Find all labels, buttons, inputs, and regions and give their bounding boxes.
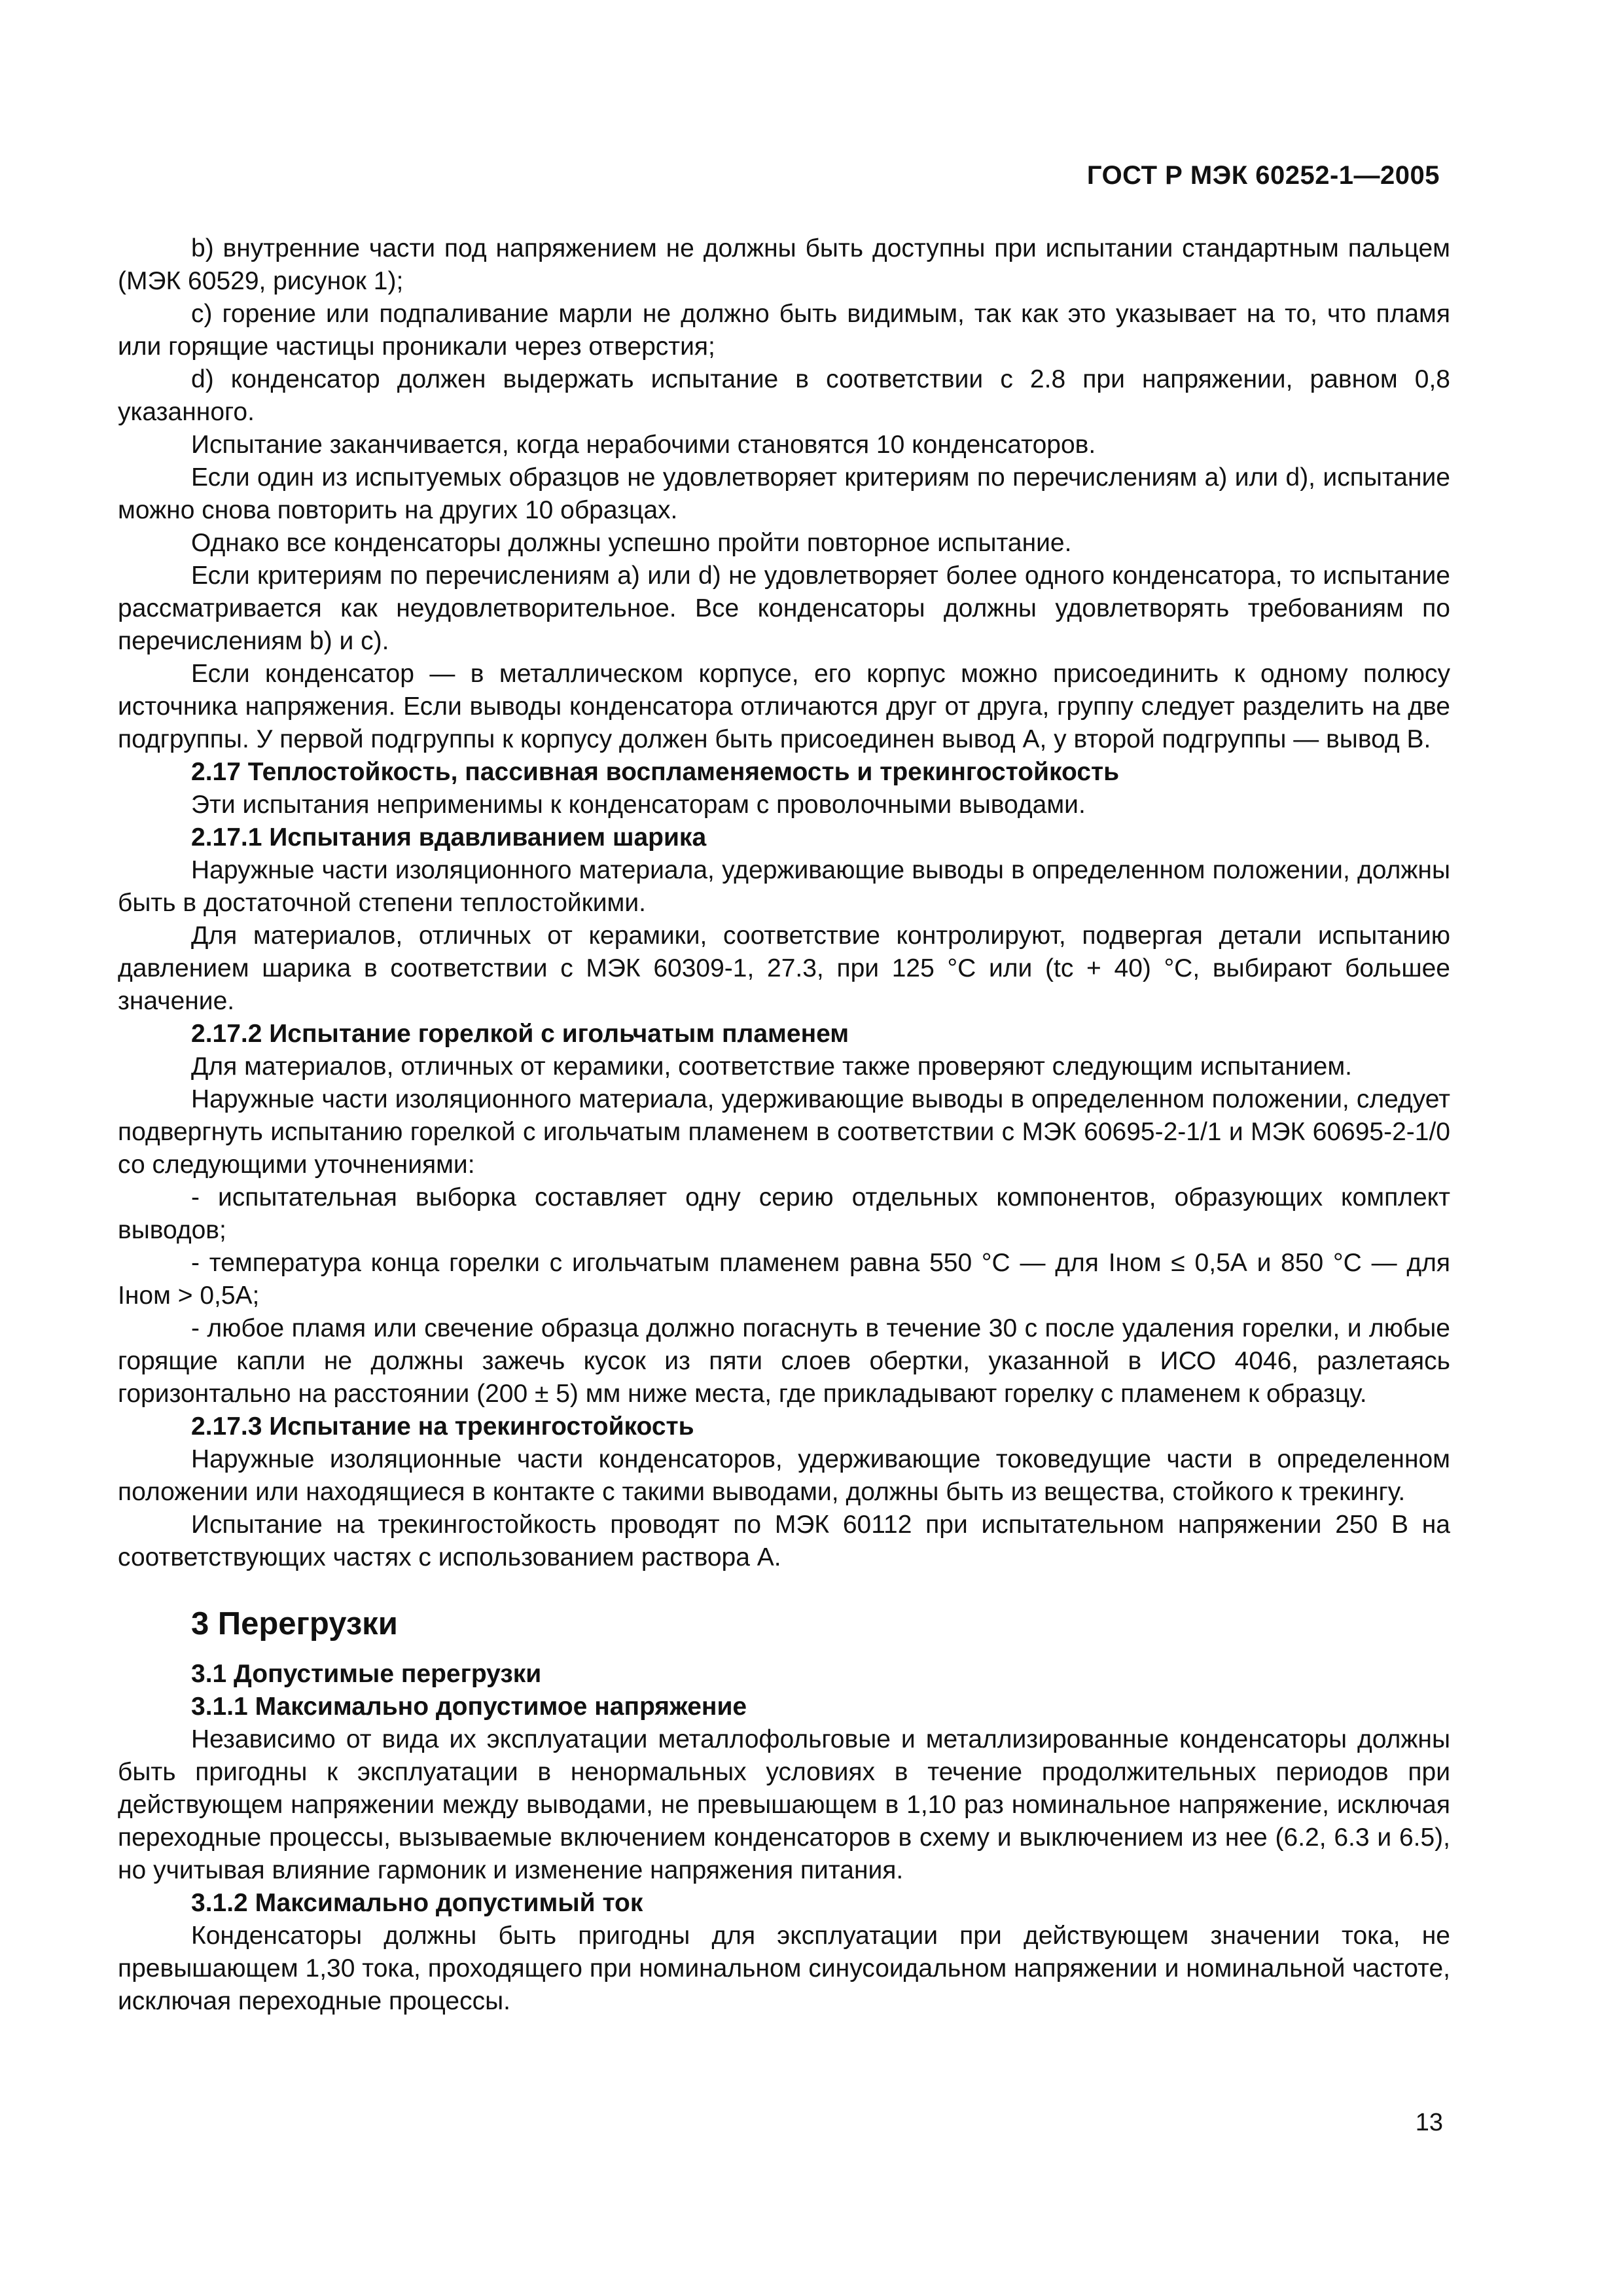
list-item: - температура конца горелки с игольчатым пламенем равна 550 °С — для Iном ≤ 0,5А и 850 °С — для Iном > 0,5А;: [118, 1249, 1450, 1310]
paragraph: Испытание заканчивается, когда нерабочими становятся 10 конденсаторов.: [191, 431, 1096, 459]
paragraph: Для материалов, отличных от керамики, соответствие контролируют, подвергая детали испытанию давлением шарика в соответствии с МЭК 60309-1, 27.3, при 125 °С или (tс + 40) °С, выбирают большее значение.: [118, 922, 1450, 1015]
paragraph: Наружные изоляционные части конденсаторов, удерживающие токоведущие части в определенном положении или находящиеся в контакте с такими выводами, должны быть из вещества, стойкого к трекингу.: [118, 1445, 1450, 1506]
section-heading: 2.17.2 Испытание горелкой с игольчатым пламенем: [191, 1020, 849, 1048]
section-heading: 3.1 Допустимые перегрузки: [191, 1660, 542, 1688]
page-number: 13: [1415, 2109, 1443, 2136]
section-heading: 2.17.1 Испытания вдавливанием шарика: [191, 823, 707, 852]
chapter-heading: 3 Перегрузки: [191, 1606, 398, 1641]
section-heading: 2.17 Теплостойкость, пассивная воспламеняемость и трекингостойкость: [191, 758, 1120, 786]
paragraph: Испытание на трекингостойкость проводят по МЭК 60112 при испытательном напряжении 250 В на соответствующих частях с использованием раствора А.: [118, 1511, 1450, 1571]
paragraph: d) конденсатор должен выдержать испытание в соответствии с 2.8 при напряжении, равном 0,8 указанного.: [118, 365, 1450, 426]
paragraph: Однако все конденсаторы должны успешно пройти повторное испытание.: [191, 529, 1072, 557]
list-item: - испытательная выборка составляет одну серию отдельных компонентов, образующих комплект выводов;: [118, 1183, 1450, 1244]
section-heading: 2.17.3 Испытание на трекингостойкость: [191, 1412, 694, 1441]
paragraph: с) горение или подпаливание марли не должно быть видимым, так как это указывает на то, что пламя или горящие частицы проникали через отверстия;: [118, 300, 1450, 361]
list-item: - любое пламя или свечение образца должно погаснуть в течение 30 с после удаления горелки, и любые горящие капли не должны зажечь кусок из пяти слоев обертки, указанной в ИСО 4046, разлетаясь горизонтально на расстоянии (200 ± 5) мм ниже места, где прикладывают горелку с пламенем к образцу.: [118, 1314, 1450, 1408]
section-heading: 3.1.1 Максимально допустимое напряжение: [191, 1693, 747, 1721]
paragraph: Независимо от вида их эксплуатации металлофольговые и металлизированные конденсаторы должны быть пригодны к эксплуатации в ненормальных условиях в течение продолжительных периодов при действующем напряжении между выводами, не превышающем в 1,10 раз номинальное напряжение, исключая переходные процессы, вызываемые включением конденсаторов в схему и выключением из нее (6.2, 6.3 и 6.5), но учитывая влияние гармоник и изменение напряжения питания.: [118, 1725, 1450, 1884]
paragraph: Если критериям по перечислениям а) или d) не удовлетворяет более одного конденсатора, то испытание рассматривается как неудовлетворительное. Все конденсаторы должны удовлетворять требованиям по перечислениям b) и с).: [118, 562, 1450, 655]
paragraph: Если один из испытуемых образцов не удовлетворяет критериям по перечислениям а) или d), испытание можно снова повторить на других 10 образцах.: [118, 463, 1450, 524]
paragraph: Для материалов, отличных от керамики, соответствие также проверяют следующим испытанием.: [191, 1052, 1353, 1081]
document-body: [118, 232, 1450, 2018]
paragraph: Наружные части изоляционного материала, удерживающие выводы в определенном положении, следует подвергнуть испытанию горелкой с игольчатым пламенем в соответствии с МЭК 60695-2-1/1 и МЭК 60695-2-1/0 со следующими уточнениями:: [118, 1085, 1450, 1179]
paragraph: Наружные части изоляционного материала, удерживающие выводы в определенном положении, должны быть в достаточной степени теплостойкими.: [118, 856, 1450, 917]
paragraph: Конденсаторы должны быть пригодны для эксплуатации при действующем значении тока, не превышающем 1,30 тока, проходящего при номинальном синусоидальном напряжении и номинальной частоте, исключая переходные процессы.: [118, 1922, 1450, 2015]
paragraph: Эти испытания неприменимы к конденсаторам с проволочными выводами.: [191, 791, 1086, 819]
section-heading: 3.1.2 Максимально допустимый ток: [191, 1889, 643, 1917]
document-header: ГОСТ Р МЭК 60252-1—2005: [1086, 161, 1440, 190]
paragraph: b) внутренние части под напряжением не должны быть доступны при испытании стандартным пальцем (МЭК 60529, рисунок 1);: [118, 234, 1450, 295]
paragraph: Если конденсатор — в металлическом корпусе, его корпус можно присоединить к одному полюсу источника напряжения. Если выводы конденсатора отличаются друг от друга, группу следует разделить на две подгруппы. У первой подгруппы к корпусу должен быть присоединен вывод А, у второй подгруппы — вывод В.: [118, 660, 1450, 753]
